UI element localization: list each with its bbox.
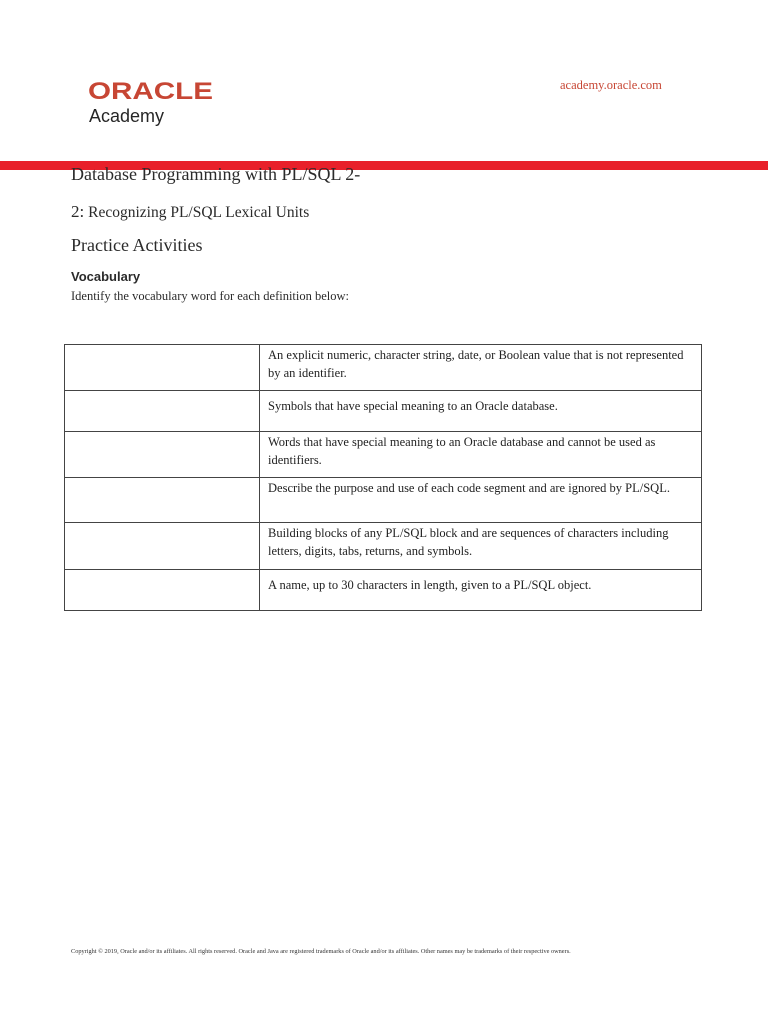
vocabulary-heading: Vocabulary [71,269,141,284]
table-row [65,478,702,523]
definition-cell: Symbols that have special meaning to an Oracle database. [260,391,702,432]
term-answer-cell[interactable] [65,345,260,391]
lesson-number: 2: [71,202,85,221]
table-row [65,523,702,570]
oracle-academy-logo [88,78,214,126]
table-row [65,570,702,611]
term-answer-cell[interactable] [65,523,260,570]
definition-cell: An explicit numeric, character string, date, or Boolean value that is not represented by an identifier. [260,345,702,391]
definition-cell: Building blocks of any PL/SQL block and are sequences of characters including letters, digits, tabs, returns, and symbols. [260,523,702,570]
definition-cell: Describe the purpose and use of each code segment and are ignored by PL/SQL. [260,478,702,523]
definition-cell: A name, up to 30 characters in length, given to a PL/SQL object. [260,570,702,611]
term-answer-cell[interactable] [65,391,260,432]
term-answer-cell[interactable] [65,432,260,478]
table-row [65,345,702,391]
lesson-title [71,202,309,222]
document-title: Database Programming with PL/SQL 2- [71,164,361,184]
svg-text:ORACLE: ORACLE [88,78,213,104]
definition-cell: Words that have special meaning to an Oracle database and cannot be used as identifiers. [260,432,702,478]
vocabulary-table [64,344,702,611]
academy-label: Academy [89,106,165,126]
copyright-footer: Copyright © 2019, Oracle and/or its affiliates. All rights reserved. Oracle and Java are registered trademarks of Oracle and/or its affiliates. Other names may be trademarks of their respective owners. [71,948,571,955]
oracle-wordmark [88,78,214,104]
vocabulary-instructions: Identify the vocabulary word for each definition below: [71,289,350,303]
table-row [65,391,702,432]
practice-activities-heading: Practice Activities [71,235,203,255]
term-answer-cell[interactable] [65,478,260,523]
table-row [65,432,702,478]
academy-site-link[interactable]: academy.oracle.com [560,78,662,92]
lesson-name: Recognizing PL/SQL Lexical Units [84,204,310,221]
term-answer-cell[interactable] [65,570,260,611]
